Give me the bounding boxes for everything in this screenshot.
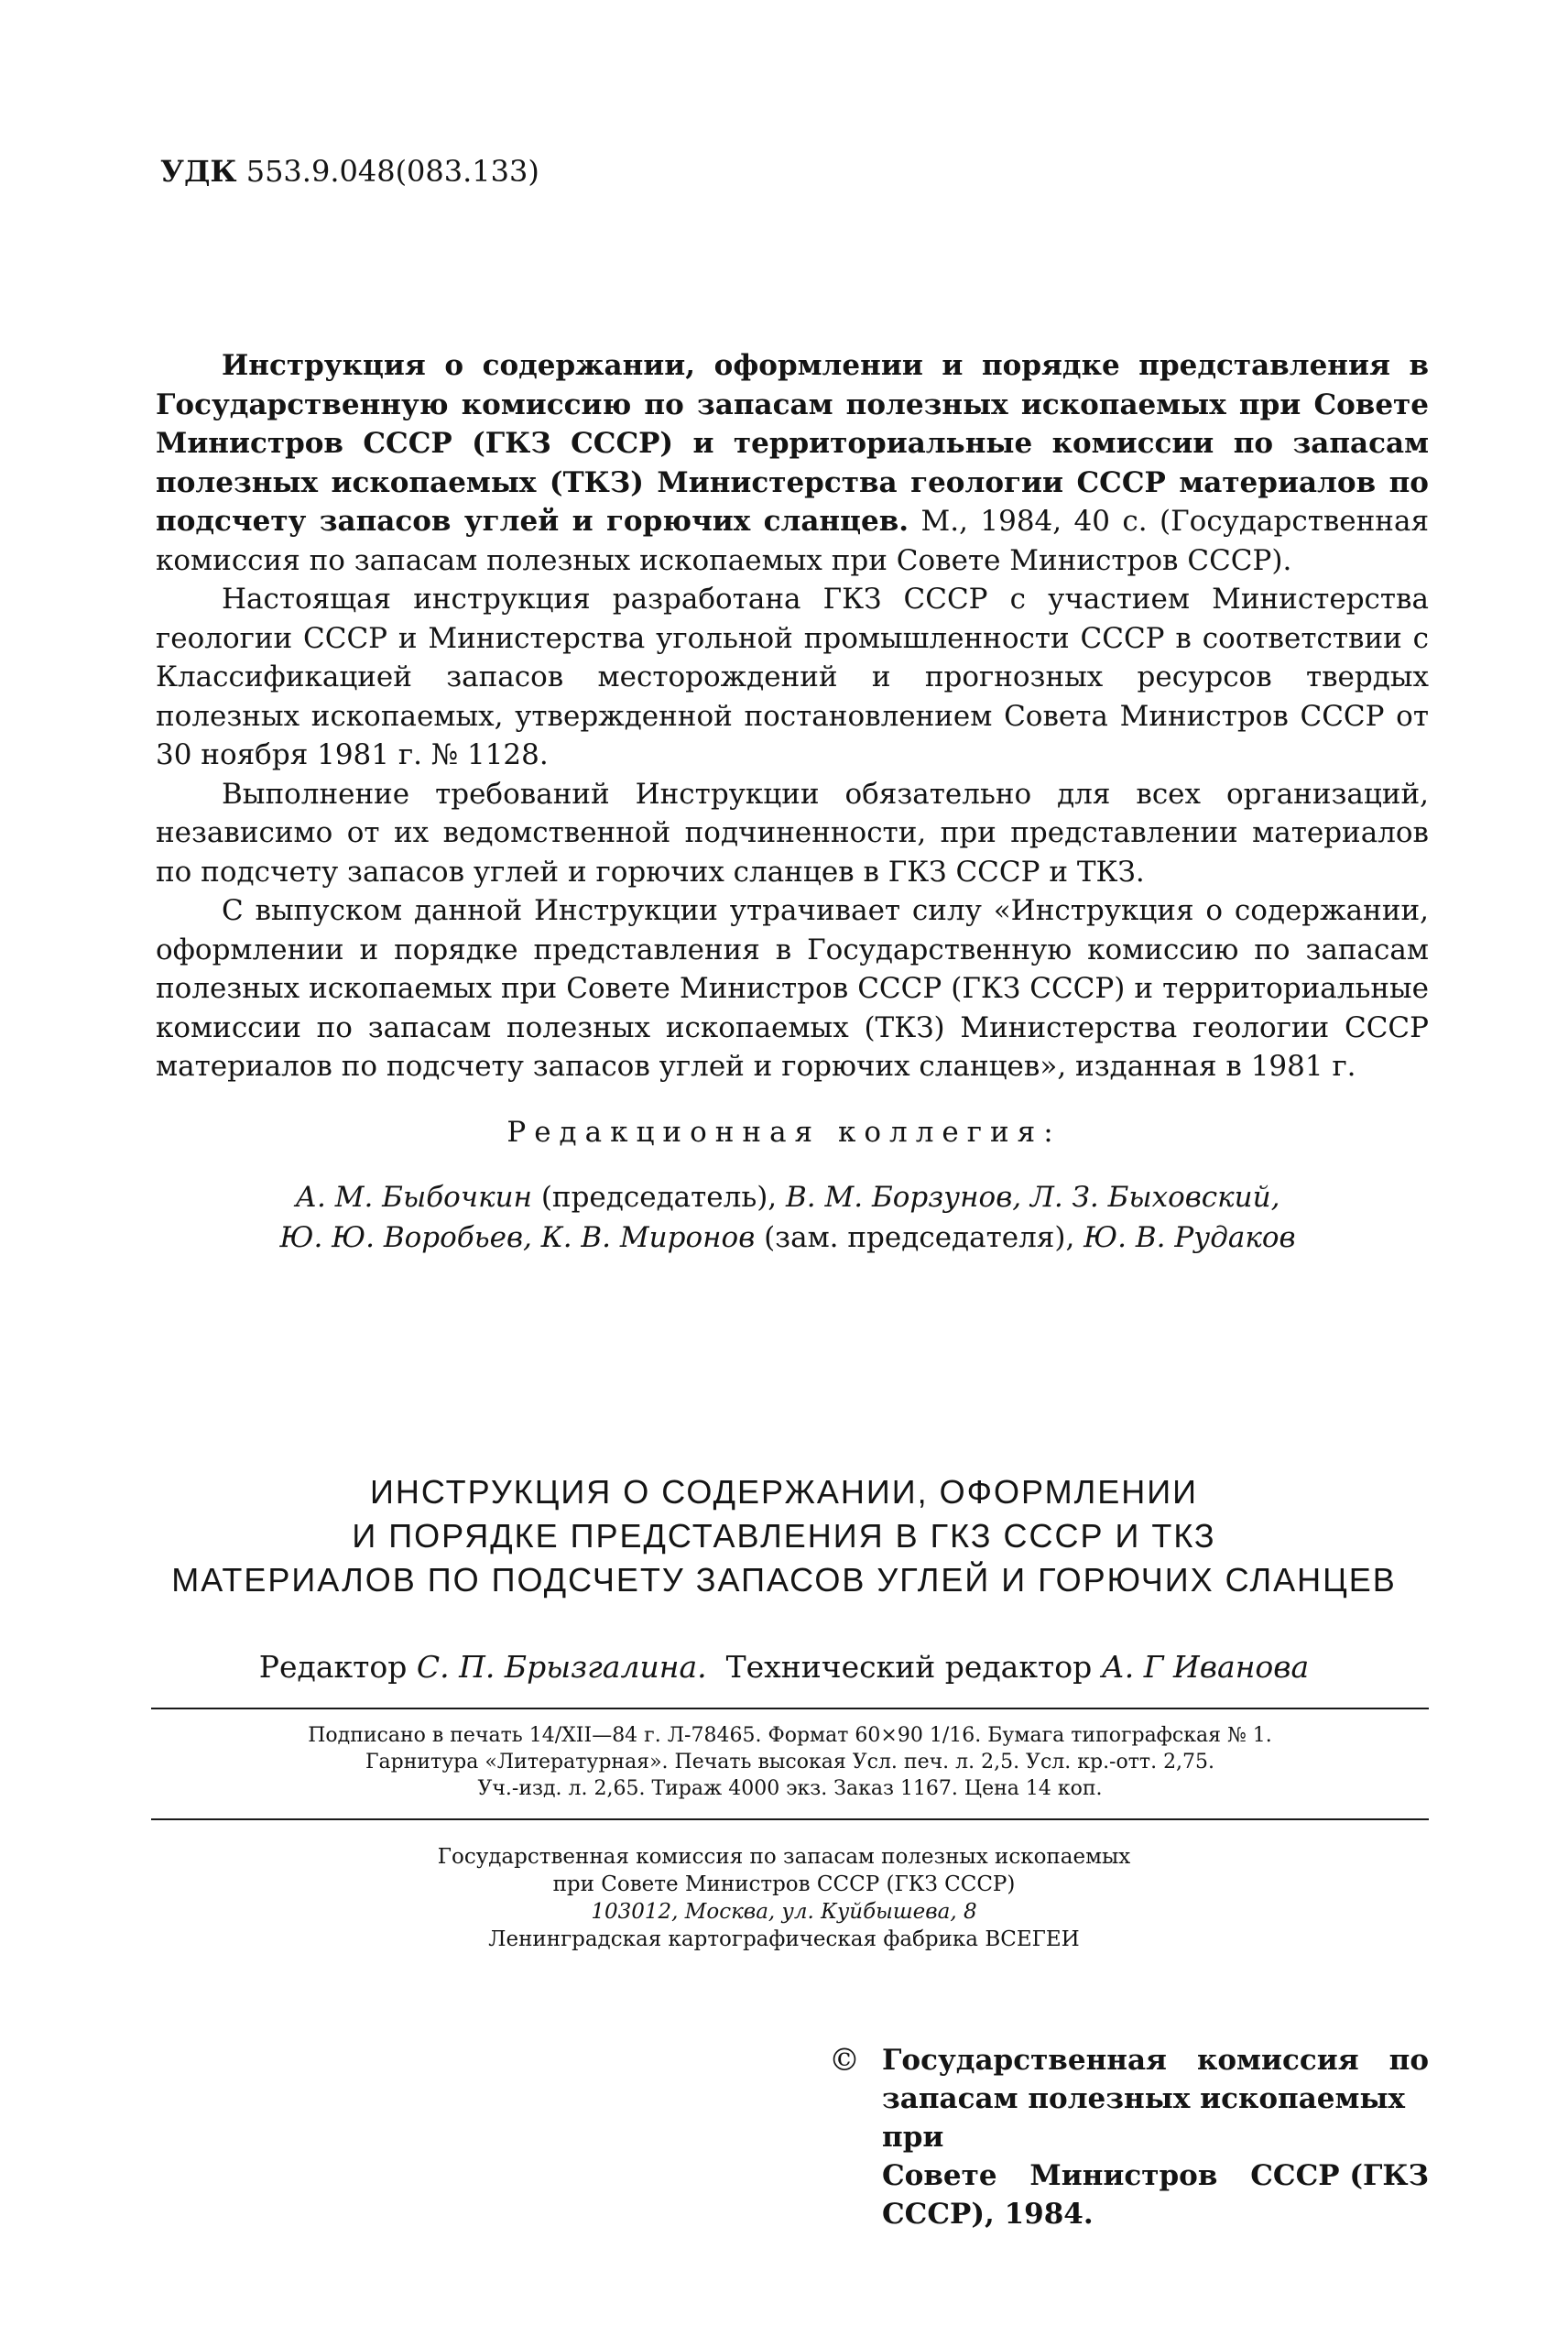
board-role: (председатель),	[531, 1181, 787, 1214]
board-role: (зам. председателя),	[755, 1221, 1084, 1254]
editors-line	[0, 1649, 1568, 1685]
abstract-citation	[156, 346, 1429, 580]
copyright-notice	[829, 2041, 1429, 2233]
board-member: В. М. Борзунов, Л. З. Быховский,	[786, 1181, 1280, 1214]
editor-label: Редактор	[258, 1649, 417, 1685]
abstract-paragraph-3: Выполнение требований Инструкции обязательно для всех организаций, независимо от их ведомственной подчиненности, при представлении материалов по подсчету запасов углей и горючих сланцев в ГКЗ СССР и ТКЗ.	[156, 777, 1429, 889]
board-member: Ю. В. Рудаков	[1083, 1221, 1296, 1254]
publisher-address-text: 103012, Москва, ул. Куйбышева, 8	[591, 1900, 977, 1924]
publisher-line-1: Государственная комиссия по запасам полезных ископаемых	[437, 1845, 1131, 1869]
book-title	[0, 1470, 1568, 1602]
divider-top	[151, 1708, 1429, 1709]
board-member: Ю. Ю. Воробьев, К. В. Миронов	[279, 1221, 756, 1254]
editorial-board-members	[183, 1177, 1392, 1258]
copyright-text: запасам полезных ископаемых при	[882, 2082, 1406, 2154]
tech-editor-name: А. Г Иванова	[1101, 1649, 1310, 1685]
copyright-word: Министров	[1029, 2159, 1218, 2192]
board-member: А. М. Быбочкин	[295, 1181, 532, 1214]
board-line-2	[183, 1217, 1392, 1258]
copyright-word: Совете	[882, 2159, 997, 2192]
copyright-word: по	[1388, 2044, 1429, 2077]
imprint	[151, 1722, 1429, 1802]
copyright-icon: ©	[829, 2042, 860, 2079]
copyright-text: СССР), 1984.	[882, 2198, 1094, 2231]
copyright-word: СССР (ГКЗ	[1250, 2159, 1429, 2192]
publisher-line-2: при Совете Министров СССР (ГКЗ СССР)	[552, 1872, 1016, 1896]
tech-editor-label: Технический редактор	[706, 1649, 1102, 1685]
book-title-line-3: МАТЕРИАЛОВ ПО ПОДСЧЕТУ ЗАПАСОВ УГЛЕЙ И ГОРЮЧИХ СЛАНЦЕВ	[171, 1561, 1397, 1599]
editorial-board-heading: Редакционная коллегия:	[506, 1116, 1062, 1149]
copyright-line-4	[829, 2195, 1429, 2233]
copyright-line-2	[829, 2079, 1429, 2156]
publisher-address	[0, 1898, 1568, 1926]
divider-bottom	[151, 1818, 1429, 1820]
citation-details: М., 1984, 40 с. (Государственная комиссия по запасам полезных ископаемых при Совете Министров СССР).	[156, 505, 1430, 577]
copyright-line-3	[829, 2156, 1429, 2195]
udk-code	[160, 154, 539, 189]
copyright-word: Государственная	[882, 2044, 1167, 2077]
book-title-line-1: ИНСТРУКЦИЯ О СОДЕРЖАНИИ, ОФОРМЛЕНИИ	[369, 1473, 1198, 1511]
copyright-word: комиссия	[1196, 2044, 1359, 2077]
abstract	[156, 346, 1429, 1086]
citation-title: Инструкция о содержании, оформлении и порядке представления в Государственную комиссию по запасам полезных ископаемых при Совете Министров СССР (ГКЗ СССР) и территориальные комиссии по запасам полезных ископаемых (ТКЗ) Министерства геологии СССР материалов по подсчету запасов углей и горючих сланцев.	[156, 349, 1429, 538]
abstract-paragraph-4: С выпуском данной Инструкции утрачивает силу «Инструкция о содержании, оформлении и порядке представления в Государственную комиссию по запасам полезных ископаемых при Совете Министров СССР (ГКЗ СССР) и территориальные комиссии по запасам полезных ископаемых (ТКЗ) Министерства геологии СССР материалов по подсчету запасов углей и горючих сланцев», изданная в 1981 г.	[156, 894, 1429, 1083]
udk-label: УДК	[160, 154, 237, 189]
imprint-line-1: Подписано в печать 14/XII—84 г. Л-78465. Формат 60×90 1/16. Бумага типографская № 1.	[308, 1724, 1272, 1747]
udk-number: 553.9.048(083.133)	[245, 154, 539, 189]
publisher-info	[0, 1843, 1568, 1953]
editor-name: С. П. Брызгалина.	[416, 1649, 707, 1685]
publisher-line-4: Ленинградская картографическая фабрика ВСЕГЕИ	[488, 1927, 1080, 1951]
imprint-line-2: Гарнитура «Литературная». Печать высокая Усл. печ. л. 2,5. Усл. кр.-отт. 2,75.	[365, 1751, 1215, 1774]
book-title-line-2: И ПОРЯДКЕ ПРЕДСТАВЛЕНИЯ В ГКЗ СССР И ТКЗ	[352, 1517, 1216, 1555]
imprint-line-3: Уч.-изд. л. 2,65. Тираж 4000 экз. Заказ 1167. Цена 14 коп.	[477, 1777, 1103, 1800]
abstract-paragraph-2: Настоящая инструкция разработана ГКЗ СССР с участием Министерства геологии СССР и Министерства угольной промышленности СССР в соответствии с Классификацией запасов месторождений и прогнозных ресурсов твердых полезных ископаемых, утвержденной постановлением Совета Министров СССР от 30 ноября 1981 г. № 1128.	[156, 583, 1429, 771]
board-line-1	[183, 1177, 1392, 1217]
copyright-line-1	[829, 2041, 1429, 2079]
